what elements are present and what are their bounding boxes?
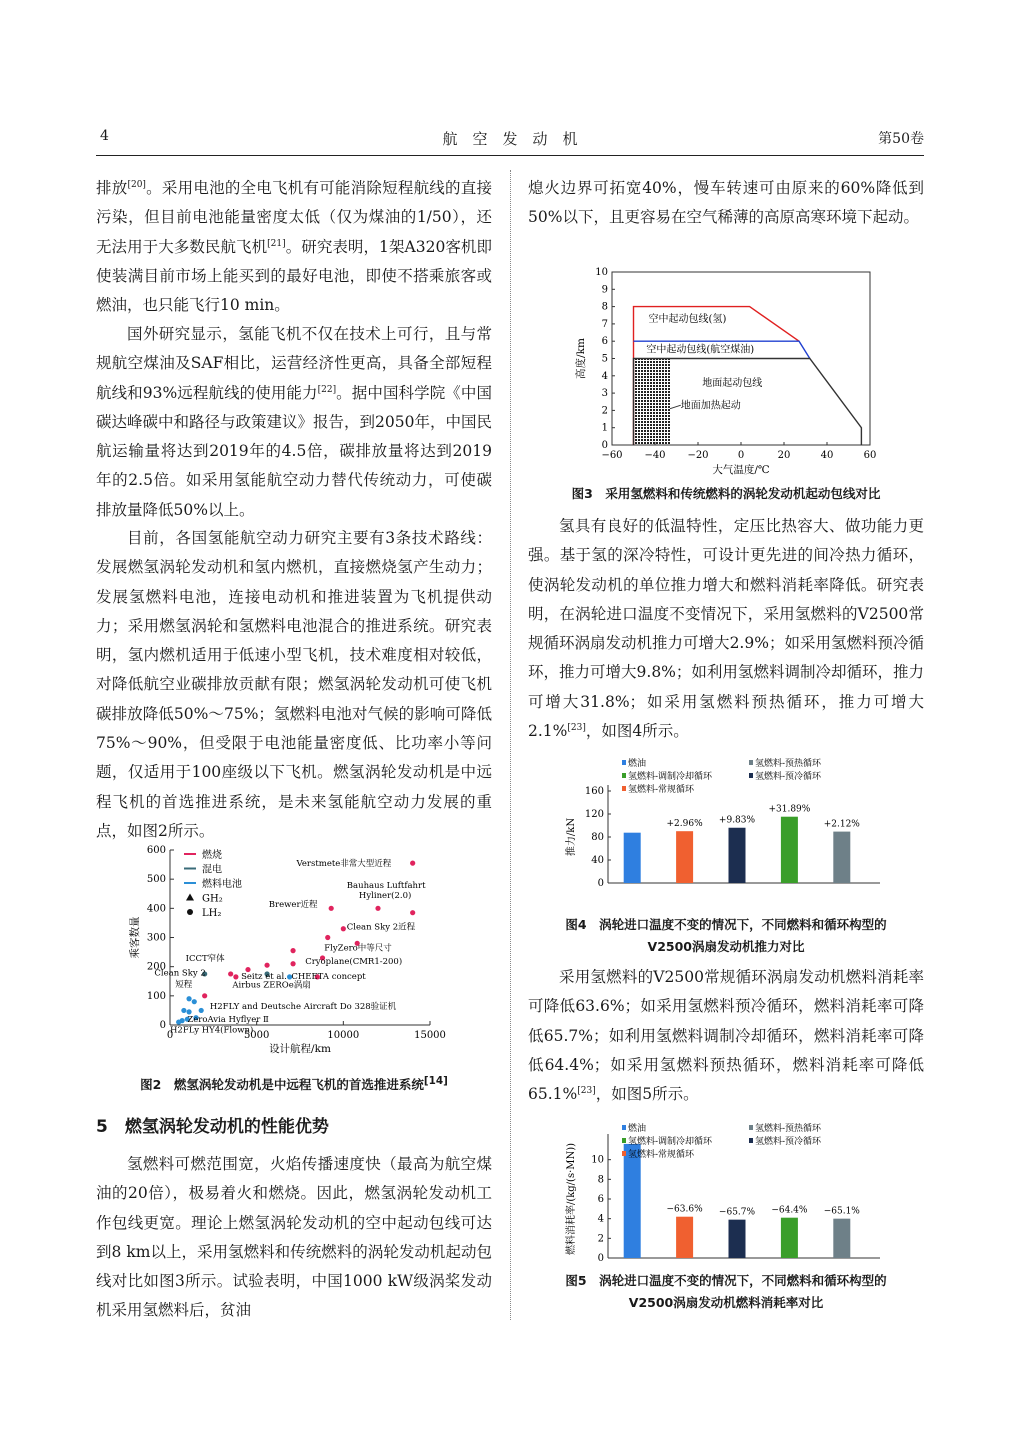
legend-label: 燃烧 (202, 850, 222, 861)
y-tick-label: 40 (591, 855, 604, 866)
legend-label: 氢燃料-常规循环 (628, 1150, 695, 1160)
point-annotation: Cryoplane(CMR1-200) (305, 956, 403, 967)
y-tick-label: 0 (159, 1020, 166, 1031)
data-point (290, 948, 295, 953)
ground-heated-start-region (634, 359, 671, 446)
x-tick-label: 0 (737, 450, 745, 461)
point-annotation: ZeroAvia Hyflyer Ⅱ (187, 1015, 269, 1026)
bar (781, 1218, 798, 1258)
y-tick-label: 7 (601, 318, 608, 330)
y-tick-label: 10 (595, 267, 608, 278)
legend-swatch (749, 760, 753, 765)
legend-label: GH₂ (202, 893, 223, 905)
figure-4-thrust-bar-chart (560, 755, 890, 913)
point-annotation: H2FLY and Deutsche Aircraft Do 328验证机 (209, 1001, 397, 1012)
left-paragraph-1: 排放[20]。采用电池的全电飞机有可能消除短程航线的直接污染，但目前电池能量密度太低（仅为煤油的1/50），还无法用于大多数民航飞机[21]。研究表明，1架A320客机即使装满目前市场上能买到的最好电池，即使不搭乘旅客或燃油，也只能飞行10 min。 (96, 179, 492, 315)
y-tick-label: 6 (601, 336, 608, 348)
legend-swatch (622, 1138, 626, 1143)
y-tick-label: 80 (591, 832, 604, 843)
point-annotation: Clean Sky 2近程 (346, 922, 416, 933)
bar-label: +9.83% (718, 815, 756, 826)
data-point (341, 926, 346, 931)
y-tick-label: 4 (597, 1213, 604, 1225)
y-tick-label: 8 (597, 1174, 604, 1186)
figure-5-caption (528, 1270, 924, 1314)
y-tick-label: 2 (601, 405, 608, 417)
point-annotation: Clean Sky 2 (154, 968, 206, 979)
data-point (199, 1008, 204, 1013)
point-annotation: ICCT窄体 (185, 953, 225, 964)
x-tick-label: 10000 (327, 1030, 360, 1041)
bar-label: +2.12% (823, 819, 860, 830)
data-point (410, 861, 415, 866)
legend-label: 氢燃料-调制冷却循环 (628, 772, 713, 782)
data-point (228, 971, 233, 976)
data-point (186, 996, 191, 1001)
figure-2-scatter-chart (110, 840, 490, 1070)
data-point (375, 906, 380, 911)
y-tick-label: 2 (597, 1233, 604, 1245)
envelope-label-hydrogen: 空中起动包线(氢) (648, 314, 727, 326)
x-tick-label: 20 (777, 450, 791, 461)
bar (676, 1217, 693, 1258)
figure-5-caption-line-2: V2500涡扇发动机燃料消耗率对比 (628, 1295, 824, 1310)
data-point (192, 999, 197, 1004)
point-annotation: CHEETA concept (291, 971, 366, 982)
y-tick-label: 600 (146, 845, 166, 856)
bar (781, 817, 798, 883)
legend-label: 氢燃料-调制冷却循环 (628, 1137, 713, 1147)
x-tick-label: −60 (601, 450, 623, 461)
x-axis-label: 大气温度/℃ (712, 464, 770, 476)
section-5-title: 5 燃氢涡轮发动机的性能优势 (96, 1117, 329, 1137)
figure-4-caption (528, 914, 924, 958)
right-paragraph-1: 熄火边界可拓宽40%，慢车转速可由原来的60%降低到50%以下，且更容易在空气稀薄的高原高寒环境下起动。 (528, 179, 924, 227)
y-tick-label: 0 (601, 440, 608, 451)
legend-label: 燃料电池 (202, 879, 242, 890)
y-tick-label: 160 (584, 786, 604, 797)
legend-swatch (749, 1138, 753, 1143)
x-tick-label: −40 (644, 450, 666, 461)
point-annotation: Seitz et al. (241, 971, 287, 982)
legend-swatch (749, 1125, 753, 1130)
data-point (325, 935, 330, 940)
header-rule (96, 155, 924, 156)
x-tick-label: 0 (166, 1030, 174, 1041)
data-point (290, 961, 295, 966)
y-tick-label: 0 (597, 1253, 604, 1264)
figure-4-caption-line-1: 图4 涡轮进口温度不变的情况下，不同燃料和循环构型的 (565, 917, 887, 932)
y-tick-label: 300 (146, 932, 166, 944)
legend-swatch (749, 773, 753, 778)
x-tick-label: 5000 (243, 1030, 270, 1041)
y-axis-label: 乘客数量 (129, 916, 141, 959)
y-tick-label: 3 (601, 388, 608, 400)
legend-swatch (186, 894, 194, 901)
bar-label: +2.96% (666, 819, 703, 830)
left-paragraph-3: 目前，各国氢能航空动力研究主要有3条技术路线：发展燃氢涡轮发动机和氢内燃机，直接燃烧氢产生动力；发展氢燃料电池，连接电动机和推进装置为飞机提供动力；采用燃氢涡轮和氢燃料电池混合的推进系统。研究表明，氢内燃机适用于低速小型飞机，技术难度相对较低，对降低航空业碳排放贡献有限；燃氢涡轮发动机可使飞机碳排放降低50%～75%；氢燃料电池对气候的影响可降低75%～90%，但受限于电池能量密度低、比功率小等问题，仅适用于100座级以下飞机。燃氢涡轮发动机是中远程飞机的首选推进系统，是未来氢能航空动力发展的重点，如图2所示。 (96, 529, 492, 840)
bar (729, 828, 746, 883)
y-tick-label: 100 (146, 990, 166, 1002)
data-point (176, 1019, 181, 1024)
data-point (181, 1008, 186, 1013)
x-tick-label: 40 (820, 450, 834, 461)
legend-label: LH₂ (202, 908, 222, 919)
right-paragraph-2: 氢具有良好的低温特性，定压比热容大、做功能力更强。基于氢的深冷特性，可设计更先进的间冷热力循环，使涡轮发动机的单位推力增大和燃料消耗率降低。研究表明，在涡轮进口温度不变情况下，采用氢燃料的V2500常规循环涡扇发动机推力可增大2.9%；如采用氢燃料预冷循环，推力可增大9.8%；如利用氢燃料调制冷却循环，推力可增大31.8%；如采用氢燃料预热循环，推力可增大2.1%[23]，如图4所示。 (528, 517, 924, 741)
point-annotation: Bauhaus Luftfahrt (346, 880, 426, 891)
bar-label: −65.1% (823, 1206, 860, 1217)
y-tick-label: 200 (146, 961, 166, 973)
bar (729, 1220, 746, 1258)
y-tick-label: 0 (597, 878, 604, 889)
y-axis-label: 燃料消耗率/(kg/(s·MN)) (566, 1142, 577, 1256)
legend-label: 氢燃料-预冷循环 (755, 1137, 822, 1147)
bar (624, 833, 641, 883)
bar-label: +31.89% (768, 804, 811, 815)
data-point (233, 974, 238, 979)
x-tick-label: 60 (863, 450, 877, 461)
envelope-label-kerosene: 空中起动包线(航空煤油) (646, 344, 755, 356)
legend-label: 燃油 (628, 1124, 647, 1134)
x-tick-label: 15000 (414, 1030, 446, 1041)
page-number: 4 (100, 128, 109, 144)
data-point (202, 993, 207, 998)
bar (833, 1219, 850, 1258)
figure-3-caption: 图3 采用氢燃料和传统燃料的涡轮发动机起动包线对比 (571, 486, 881, 501)
bar-label: −64.4% (771, 1205, 808, 1216)
figure-2-caption: 图2 燃氢涡轮发动机是中远程飞机的首选推进系统[14] (140, 1075, 448, 1093)
point-annotation: Hyliner(2.0) (358, 891, 412, 902)
point-annotation: FlyZero中等尺寸 (324, 943, 392, 954)
legend-swatch (622, 760, 626, 765)
y-tick-label: 9 (601, 284, 608, 296)
point-annotation: Brewer近程 (268, 899, 318, 910)
y-axis-label: 高度/km (575, 338, 587, 379)
hatched-region-label: 地面加热起动 (680, 400, 741, 412)
point-annotation: 短程 (175, 980, 193, 991)
column-separator (510, 170, 511, 1320)
y-tick-label: 4 (601, 370, 608, 382)
figure-5-caption-line-1: 图5 涡轮进口温度不变的情况下，不同燃料和循环构型的 (565, 1273, 887, 1288)
y-tick-label: 400 (146, 903, 166, 915)
left-paragraph-2: 国外研究显示，氢能飞机不仅在技术上可行，且与常规航空煤油及SAF相比，运营经济性更高，具备全部短程航线和93%远程航线的使用能力[22]。据中国科学院《中国碳达峰碳中和路径与政策建议》报告，到2050年，中国民航运输量将达到2019年的4.5倍，碳排放量将达到2019年的2.5倍。如采用氢能航空动力替代传统动力，可使碳排放量降低50%以上。 (96, 325, 492, 519)
bar (624, 1144, 641, 1258)
x-axis-label: 设计航程/km (269, 1043, 331, 1055)
left-paragraph-4: 氢燃料可燃范围宽，火焰传播速度快（最高为航空煤油的20倍），极易着火和燃烧。因此，燃氢涡轮发动机工作包线更宽。理论上燃氢涡轮发动机的空中起动包线可达到8 km以上，采用氢燃料和传统燃料的涡轮发动机起动包线对比如图3所示。试验表明，中国1000 kW级涡桨发动机采用氢燃料后，贫油 (96, 1155, 492, 1320)
y-tick-label: 120 (584, 809, 604, 820)
legend-swatch (622, 786, 626, 791)
legend-label: 氢燃料-常规循环 (628, 785, 695, 795)
point-annotation: Airbus ZEROe涡扇 (232, 980, 311, 991)
legend-label: 氢燃料-预热循环 (755, 759, 822, 769)
volume-label: 第50卷 (878, 131, 924, 147)
journal-title: 航 空 发 动 机 (442, 130, 578, 148)
legend-label: 氢燃料-预冷循环 (755, 772, 822, 782)
legend-label: 燃油 (628, 759, 647, 769)
y-tick-label: 10 (591, 1154, 604, 1166)
y-tick-label: 500 (146, 874, 166, 886)
leader-line (670, 405, 681, 408)
figure-5-sfc-bar-chart (560, 1120, 890, 1270)
y-tick-label: 5 (601, 353, 608, 365)
bar-label: −63.6% (666, 1204, 703, 1215)
y-tick-label: 8 (601, 301, 608, 313)
data-point (329, 906, 334, 911)
x-tick-label: −20 (687, 450, 709, 461)
y-tick-label: 6 (597, 1194, 604, 1205)
y-tick-label: 1 (601, 422, 608, 434)
bar (833, 832, 850, 883)
legend-swatch (187, 909, 193, 915)
data-point (186, 1009, 191, 1014)
legend-swatch (622, 1151, 626, 1156)
point-annotation: H2FLy HY4(Flown) (170, 1025, 254, 1036)
bar-label: −65.7% (718, 1207, 756, 1218)
legend-label: 氢燃料-预热循环 (755, 1124, 822, 1134)
y-axis-label: 推力/kN (566, 817, 577, 857)
data-point (410, 910, 415, 915)
right-paragraph-3: 采用氢燃料的V2500常规循环涡扇发动机燃料消耗率可降低63.6%；如采用氢燃料预冷循环，燃料消耗率可降低65.7%；如利用氢燃料调制冷却循环，燃料消耗率可降低64.4%；如采用氢燃料预热循环，燃料消耗率可降低65.1%[23]，如图5所示。 (528, 968, 924, 1104)
envelope-label-ground: 地面起动包线 (702, 378, 763, 390)
bar (676, 831, 693, 883)
legend-label: 混电 (202, 864, 222, 876)
legend-swatch (622, 1125, 626, 1130)
point-annotation: Verstmete非常大型近程 (296, 859, 392, 870)
data-point (264, 963, 269, 968)
figure-4-caption-line-2: V2500涡扇发动机推力对比 (647, 939, 805, 954)
legend-swatch (622, 773, 626, 778)
figure-3-envelope-chart (560, 262, 890, 484)
